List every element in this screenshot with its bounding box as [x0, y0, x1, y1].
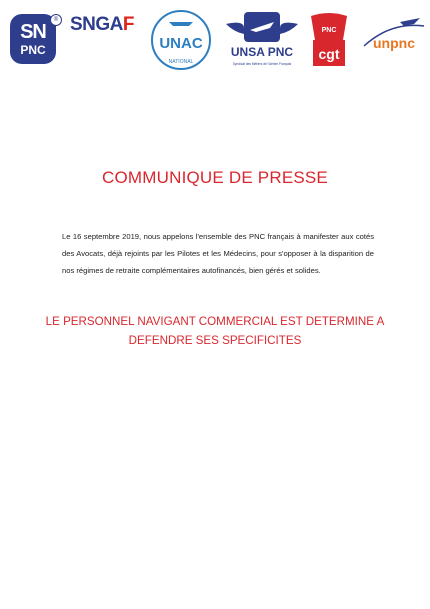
unpnc-logo: [360, 18, 428, 58]
cgt-logo: [303, 10, 355, 70]
snpnc-logo-top: SN: [20, 21, 46, 43]
sngaf-logo: [70, 14, 134, 36]
unsa-logo-name: UNSA PNC: [230, 45, 294, 59]
unac-logo-name: UNAC: [159, 35, 203, 52]
press-release-headline: LE PERSONNEL NAVIGANT COMMERCIAL EST DETERMINE A DEFENDRE SES SPECIFICITES: [45, 315, 385, 347]
plane-icon: [169, 22, 193, 26]
unsa-logo-sub: Syndicat des Métiers de l'Aérien Français: [232, 62, 292, 66]
cgt-logo-name: cgt: [318, 46, 340, 62]
unsa-pnc-logo: [222, 10, 302, 70]
right-wing-icon: [280, 23, 298, 34]
logo-bar: [0, 6, 430, 72]
cgt-logo-sub: PNC: [321, 27, 337, 34]
unac-logo-sub: NATIONAL: [168, 59, 194, 65]
registered-mark: ®: [50, 14, 62, 26]
snpnc-logo: [10, 14, 56, 64]
press-release-body: Le 16 septembre 2019, nous appelons l'ensemble des PNC français à manifester aux cotés des Avocats, déjà rejoints par les Pilotes et les Médecins, pour s'opposer à la disparition de nos régimes de retraite complémentaires autofinancés, bien gérés et solides.: [62, 232, 374, 275]
unpnc-logo-name: unpnc: [373, 35, 415, 51]
sngaf-logo-accent: F: [122, 14, 135, 35]
snpnc-logo-bottom: PNC: [20, 43, 46, 57]
left-wing-icon: [226, 23, 244, 34]
unac-logo: [149, 8, 213, 72]
page-title: COMMUNIQUE DE PRESSE: [102, 168, 328, 187]
sngaf-logo-main: SNGA: [70, 14, 123, 35]
